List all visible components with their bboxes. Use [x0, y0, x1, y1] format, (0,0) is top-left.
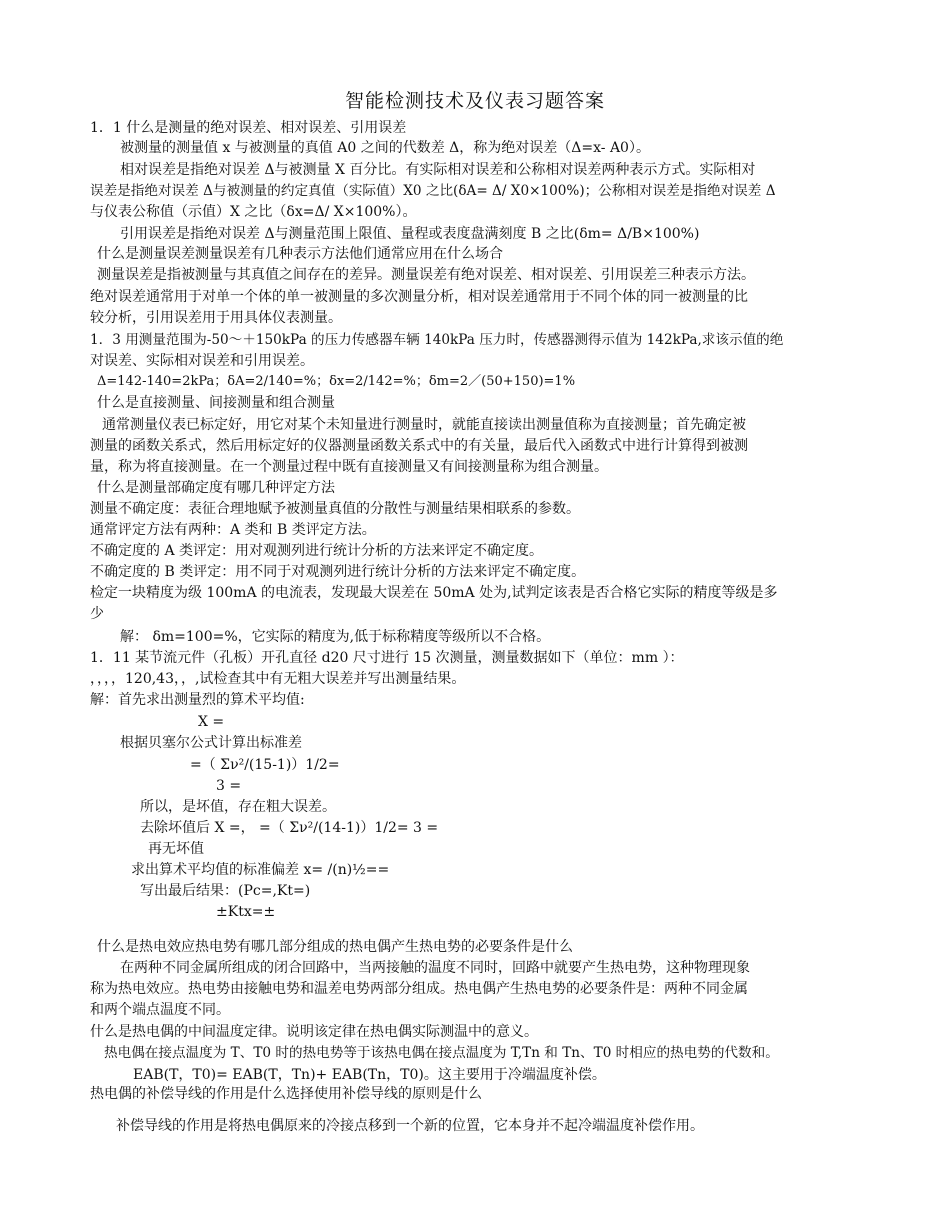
answer-line: 和两个端点温度不同。: [90, 1002, 230, 1018]
answer-line: 测量不确定度：表征合理地赋予被测量真值的分散性与测量结果相联系的参数。: [90, 501, 580, 517]
answer-line: 被测量的测量值 x 与被测量的真值 A0 之间的代数差 Δ，称为绝对误差（Δ=x- A0）。: [120, 140, 650, 156]
question-heading: 热电偶的补偿导线的作用是什么选择使用补偿导线的原则是什么: [90, 1086, 482, 1102]
answer-line: ，，，，120,43，，,试检查其中有无粗大误差并写出测量结果。: [90, 671, 466, 687]
question-heading: 1．11 某节流元件（孔板）开孔直径 d20 尺寸进行 15 次测量，测量数据如下（单位：mm ）：: [90, 650, 684, 666]
question-heading: 什么是直接测量、间接测量和组合测量: [97, 395, 335, 411]
answer-line: 与仪表公称值（示值）X 之比（δx=Δ/ X×100%）。: [90, 204, 417, 220]
answer-line: 通常测量仪表已标定好，用它对某个未知量进行测量时，就能直接读出测量值称为直接测量；首先确定被: [102, 417, 746, 433]
answer-line: 引用误差是指绝对误差 Δ与测量范围上限值、量程或表度盘满刻度 B 之比(δm= Δ/B×100%): [120, 226, 700, 242]
question-heading: 什么是热电效应热电势有哪几部分组成的热电偶产生热电势的必要条件是什么: [97, 939, 573, 955]
answer-line: 热电偶在接点温度为 T、T0 时的热电势等于该热电偶在接点温度为 T,Tn 和 Tn、T0 时相应的热电势的代数和。: [104, 1045, 779, 1061]
formula-line: =（ Σν²/(15-1)）1/2=: [190, 757, 340, 773]
answer-line: 量，称为将直接测量。在一个测量过程中既有直接测量又有间接测量称为组合测量。: [90, 459, 608, 475]
question-heading: 对误差、实际相对误差和引用误差。: [90, 353, 314, 369]
answer-line: 通常评定方法有两种：A 类和 B 类评定方法。: [90, 522, 376, 538]
question-heading: 检定一块精度为级 100mA 的电流表，发现最大误差在 50mA 处为,试判定该表是否合格它实际的精度等级是多: [90, 585, 778, 601]
answer-line: 再无坏值: [148, 841, 204, 857]
answer-line: 所以，是坏值，存在粗大误差。: [140, 799, 336, 815]
answer-line: 解： δm=100=%，它实际的精度为,低于标称精度等级所以不合格。: [120, 629, 551, 645]
answer-line: 在两种不同金属所组成的闭合回路中，当两接触的温度不同时，回路中就要产生热电势，这种物理现象: [120, 960, 750, 976]
answer-line: Δ=142-140=2kPa；δA=2/140=%；δx=2/142=%；δm=2／(50+150)=1%: [97, 374, 576, 389]
answer-line: 绝对误差通常用于对单一个体的单一被测量的多次测量分析，相对误差通常用于不同个体的同一被测量的比: [90, 289, 748, 305]
question-heading: 什么是热电偶的中间温度定律。说明该定律在热电偶实际测温中的意义。: [90, 1024, 538, 1040]
answer-line: 误差是指绝对误差 Δ与被测量的约定真值（实际值）X0 之比(δA= Δ/ X0×100%)；公称相对误差是指绝对误差 Δ: [90, 183, 776, 199]
formula-line: EAB(T，T0)= EAB(T，Tn)+ EAB(Tn，T0)。这主要用于冷端温度补偿。: [133, 1067, 606, 1083]
answer-line: 根据贝塞尔公式计算出标准差: [120, 735, 302, 751]
answer-line: 称为热电效应。热电势由接触电势和温差电势两部分组成。热电偶产生热电势的必要条件是：两种不同金属: [90, 981, 748, 997]
formula-line: 去除坏值后 X =， =（ Σν²/(14-1)）1/2= 3 =: [140, 820, 439, 836]
question-heading: 什么是测量误差测量误差有几种表示方法他们通常应用在什么场合: [97, 246, 503, 262]
answer-line: 较分析，引用误差用于用具体仪表测量。: [90, 310, 342, 326]
answer-line: 写出最后结果：(Pc=,Kt=): [140, 883, 311, 899]
answer-line: 不确定度的 A 类评定：用对观测列进行统计分析的方法来评定不确定度。: [90, 543, 544, 559]
formula-line: X =: [198, 714, 225, 730]
formula-line: 求出算术平均值的标准偏差 x= /(n)½==: [131, 862, 390, 878]
answer-line: 补偿导线的作用是将热电偶原来的冷接点移到一个新的位置，它本身并不起冷端温度补偿作用。: [116, 1118, 704, 1134]
formula-line: 3 =: [216, 778, 242, 794]
answer-line: 相对误差是指绝对误差 Δ与被测量 X 百分比。有实际相对误差和公称相对误差两种表示方式。实际相对: [120, 162, 756, 178]
answer-line: 测量误差是指被测量与其真值之间存在的差异。测量误差有绝对误差、相对误差、引用误差三种表示方法。: [97, 267, 755, 283]
answer-line: 不确定度的 B 类评定：用不同于对观测列进行统计分析的方法来评定不确定度。: [90, 564, 586, 580]
answer-line: 测量的函数关系式，然后用标定好的仪器测量函数关系式中的有关量，最后代入函数式中进行计算得到被测: [90, 438, 748, 454]
question-heading: 少: [90, 606, 104, 622]
question-heading: 什么是测量部确定度有哪几种评定方法: [97, 480, 335, 496]
question-heading: 1．1 什么是测量的绝对误差、相对误差、引用误差: [90, 120, 407, 136]
formula-line: ±Ktx=±: [216, 904, 276, 920]
answer-line: 解：首先求出测量烈的算术平均值:: [90, 692, 305, 708]
question-heading: 1．3 用测量范围为-50～＋150kPa 的压力传感器车辆 140kPa 压力时，传感器测得示值为 142kPa,求该示值的绝: [90, 332, 784, 348]
document-title: 智能检测技术及仪表习题答案: [344, 90, 605, 112]
